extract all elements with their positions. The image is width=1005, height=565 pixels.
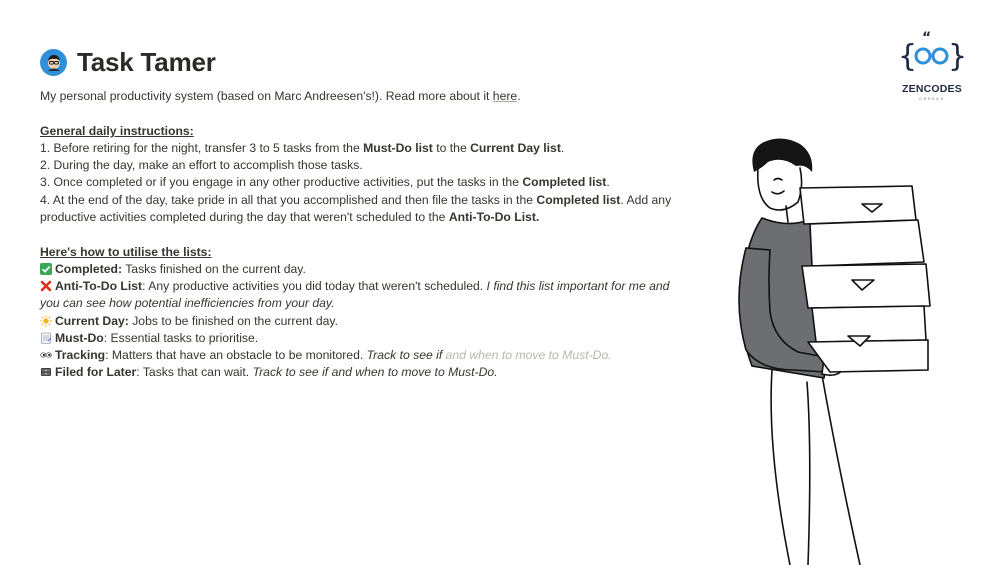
filed-later-note: Track to see if and when to move to Must-Do. (252, 365, 498, 380)
instruction-step-2: 2. During the day, make an effort to accomplish those tasks. (40, 158, 363, 173)
anti-todo-note: I find this list important for me and you can see how potential inefficiencies from your day. (40, 279, 670, 311)
lists-heading: Here's how to utilise the lists: (40, 245, 212, 260)
tracking-note-faded: and when to move to Must-Do. (445, 348, 612, 363)
tracking-note: Track to see if (366, 348, 446, 363)
must-do-label: Must-Do (55, 330, 104, 345)
current-day-desc: Jobs to be finished on the current day. (128, 313, 338, 328)
list-item-filed-later (40, 364, 680, 381)
subtitle-end: . (517, 89, 521, 103)
eyes-icon (40, 349, 52, 361)
list-item-completed (40, 261, 680, 278)
instructions-heading: General daily instructions: (40, 124, 194, 138)
anti-todo-desc: : Any productive activities you did today that weren't scheduled. (142, 279, 487, 294)
read-more-link[interactable]: here (492, 89, 518, 103)
title-row (40, 44, 680, 80)
svg-text:}: } (948, 39, 968, 74)
check-mark-icon (40, 263, 52, 275)
logo-wordmark: ZENCODES (902, 83, 962, 95)
zencodes-logo (896, 28, 968, 108)
completed-desc: Tasks finished on the current day. (122, 262, 306, 277)
notepad-icon (40, 332, 52, 344)
logo-mark-icon (896, 28, 968, 83)
step4-completed: Completed list (536, 192, 621, 207)
subtitle-text: My personal productivity system (based on Marc Andreesen's!). Read more about it (40, 89, 493, 103)
person-carrying-boxes-illustration (712, 120, 952, 565)
svg-text:{: { (898, 39, 918, 74)
tracking-desc: : Matters that have an obstacle to be monitored. (105, 348, 367, 363)
developer-avatar-icon (40, 49, 67, 76)
list-item-anti-todo (40, 278, 680, 312)
step1-must-do: Must-Do list (363, 141, 433, 155)
step3-end: . (606, 175, 610, 190)
step4-anti-todo: Anti-To-Do List. (448, 209, 540, 224)
step4-text-2: . Add any productive activities completed during the day that weren't scheduled to the (40, 192, 672, 224)
tracking-label: Tracking (55, 348, 106, 363)
list-item-current-day (40, 313, 680, 330)
filed-later-desc: : Tasks that can wait. (136, 365, 253, 380)
svg-text:“: “ (922, 30, 932, 46)
instructions-section (40, 123, 680, 226)
step1-current-day: Current Day list (470, 141, 561, 155)
page-title: Task Tamer (77, 46, 216, 77)
logo-subtext: CREEKS (919, 96, 945, 101)
instruction-step-3 (40, 174, 680, 191)
lists-section (40, 244, 680, 381)
page-subtitle (40, 88, 680, 105)
filed-later-label: Filed for Later (55, 365, 137, 380)
anti-todo-label: Anti-To-Do List (55, 279, 143, 294)
cross-mark-icon (40, 280, 52, 292)
completed-label: Completed: (55, 262, 123, 277)
must-do-desc: : Essential tasks to prioritise. (103, 330, 259, 345)
list-item-must-do (40, 330, 680, 347)
step1-text: 1. Before retiring for the night, transfer 3 to 5 tasks from the (40, 141, 364, 155)
page-content (40, 44, 680, 381)
step3-text: 3. Once completed or if you engage in any other productive activities, put the tasks in the (40, 175, 523, 190)
current-day-label: Current Day: (55, 313, 129, 328)
sun-icon (40, 315, 52, 327)
step1-end: . (560, 141, 565, 155)
instruction-step-4 (40, 192, 680, 226)
step1-text-2: to the (432, 141, 471, 155)
step4-text: 4. At the end of the day, take pride in all that you accomplished and then file the tasks in the (40, 192, 537, 207)
file-cabinet-icon (40, 366, 52, 378)
instruction-step-1 (40, 140, 680, 157)
list-item-tracking (40, 347, 680, 364)
step3-completed: Completed list (522, 175, 607, 190)
